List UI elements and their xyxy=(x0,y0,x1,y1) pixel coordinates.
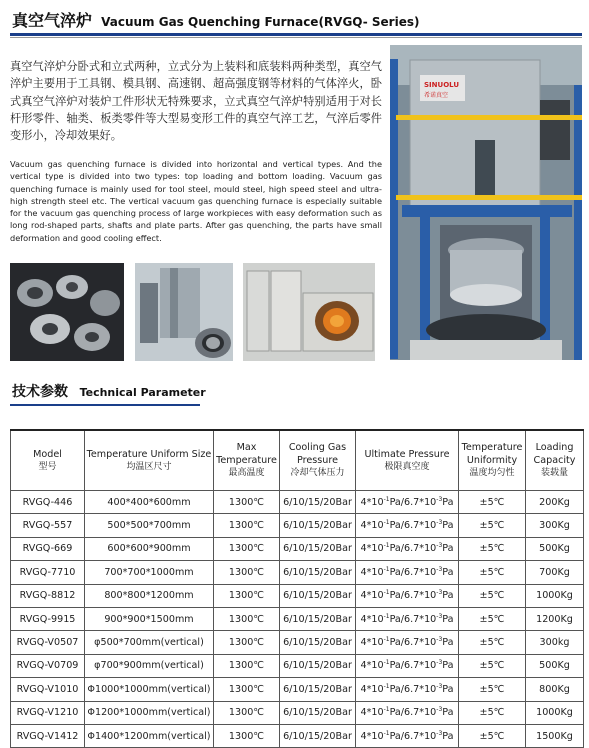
header-size: Temperature Uniform Size 均温区尺寸 xyxy=(85,430,214,491)
quenched-parts-photo xyxy=(10,263,124,361)
cell-size: Φ1200*1000mm(vertical) xyxy=(85,701,214,724)
cell-temp-uniformity: ±5℃ xyxy=(459,491,526,514)
cell-gas-pressure: 6/10/15/20Bar xyxy=(280,514,356,537)
cell-temp-uniformity: ±5℃ xyxy=(459,654,526,677)
table-row xyxy=(11,584,584,607)
cell-loading-capacity: 1000Kg xyxy=(526,584,584,607)
cell-max-temp: 1300℃ xyxy=(214,537,280,560)
horizontal-furnace-photo xyxy=(243,263,375,361)
cell-gas-pressure: 6/10/15/20Bar xyxy=(280,631,356,654)
table-row xyxy=(11,678,584,701)
cell-temp-uniformity: ±5℃ xyxy=(459,514,526,537)
cell-model: RVGQ-446 xyxy=(11,491,85,514)
cell-temp-uniformity: ±5℃ xyxy=(459,561,526,584)
cell-max-temp: 1300℃ xyxy=(214,491,280,514)
cell-size: φ500*700mm(vertical) xyxy=(85,631,214,654)
section-title-en: Technical Parameter xyxy=(79,386,206,399)
cell-loading-capacity: 300Kg xyxy=(526,514,584,537)
cell-loading-capacity: 300kg xyxy=(526,631,584,654)
cell-max-temp: 1300℃ xyxy=(214,678,280,701)
cell-gas-pressure: 6/10/15/20Bar xyxy=(280,654,356,677)
table-row xyxy=(11,631,584,654)
cell-size: φ700*900mm(vertical) xyxy=(85,654,214,677)
table-row xyxy=(11,724,584,747)
table-row xyxy=(11,491,584,514)
brand-logo-cn: 希诺真空 xyxy=(424,92,449,99)
cell-max-temp: 1300℃ xyxy=(214,514,280,537)
cell-max-temp: 1300℃ xyxy=(214,654,280,677)
cell-max-temp: 1300℃ xyxy=(214,584,280,607)
cell-loading-capacity: 200Kg xyxy=(526,491,584,514)
section-divider xyxy=(10,404,200,406)
cell-gas-pressure: 6/10/15/20Bar xyxy=(280,701,356,724)
cell-temp-uniformity: ±5℃ xyxy=(459,631,526,654)
page-title xyxy=(12,8,582,30)
cell-model: RVGQ-557 xyxy=(11,514,85,537)
cell-max-temp: 1300℃ xyxy=(214,701,280,724)
intro-text-cn: 真空气淬炉分卧式和立式两种，立式分为上装料和底装料两种类型，真空气淬炉主要用于工具钢、模具钢、高速钢、超高强度钢等材料的气体淬火，卧式真空气淬炉对装炉工件形状无特殊要求，立式真空气淬炉特别适用于对长杆形零件、轴类、板类零件等大型易变形工件的真空气淬工艺，气淬后零件变形小，冷却效果好。 xyxy=(10,60,382,143)
cell-ultimate-pressure: $4*10^{-1}Pa/6.7*10^{-3}Pa$ xyxy=(356,724,459,747)
technical-parameter-table xyxy=(10,429,584,748)
header-model: Model 型号 xyxy=(11,430,85,491)
cell-model: RVGQ-V1210 xyxy=(11,701,85,724)
table-row xyxy=(11,514,584,537)
cell-ultimate-pressure: $4*10^{-1}Pa/6.7*10^{-3}Pa$ xyxy=(356,514,459,537)
cell-model: RVGQ-V1010 xyxy=(11,678,85,701)
title-cn: 真空气淬炉 xyxy=(12,11,93,30)
cell-model: RVGQ-8812 xyxy=(11,584,85,607)
cell-model: RVGQ-V0507 xyxy=(11,631,85,654)
cell-gas-pressure: 6/10/15/20Bar xyxy=(280,491,356,514)
title-divider xyxy=(10,33,582,36)
table-row xyxy=(11,537,584,560)
cell-max-temp: 1300℃ xyxy=(214,607,280,630)
table-row xyxy=(11,561,584,584)
cell-ultimate-pressure: $4*10^{-1}Pa/6.7*10^{-3}Pa$ xyxy=(356,631,459,654)
cell-temp-uniformity: ±5℃ xyxy=(459,584,526,607)
header-ultimate-pressure: Ultimate Pressure 极限真空度 xyxy=(356,430,459,491)
cell-temp-uniformity: ±5℃ xyxy=(459,678,526,701)
furnace-main-photo xyxy=(390,45,582,360)
cell-size: 400*400*600mm xyxy=(85,491,214,514)
title-en: Vacuum Gas Quenching Furnace(RVGQ- Series) xyxy=(101,15,420,29)
header-loading-capacity: Loading Capacity 装载量 xyxy=(526,430,584,491)
cell-max-temp: 1300℃ xyxy=(214,631,280,654)
table-row xyxy=(11,701,584,724)
intro-text-en: Vacuum gas quenching furnace is divided into horizontal and vertical types. And the vertical type is divided into two types: top loading and bottom loading. Vacuum gas quenching furnace is mainly used for tool steel, mould steel, high speed steel and ultra-high strength steel etc. The vertical vacuum gas quenching furnace is especially suitable for the vacuum gas quenching process of large workpieces with easy deformation such as long rod-shaped parts, shafts and plate parts. After gas quenching, the parts have small deformation and good cooling effect. xyxy=(10,159,382,243)
cell-loading-capacity: 800Kg xyxy=(526,678,584,701)
cell-loading-capacity: 1000Kg xyxy=(526,701,584,724)
cell-gas-pressure: 6/10/15/20Bar xyxy=(280,724,356,747)
cell-gas-pressure: 6/10/15/20Bar xyxy=(280,537,356,560)
cell-ultimate-pressure: $4*10^{-1}Pa/6.7*10^{-3}Pa$ xyxy=(356,701,459,724)
cell-gas-pressure: 6/10/15/20Bar xyxy=(280,678,356,701)
cell-loading-capacity: 1200Kg xyxy=(526,607,584,630)
cell-temp-uniformity: ±5℃ xyxy=(459,537,526,560)
table-body xyxy=(11,491,584,748)
cell-loading-capacity: 700Kg xyxy=(526,561,584,584)
cell-ultimate-pressure: $4*10^{-1}Pa/6.7*10^{-3}Pa$ xyxy=(356,678,459,701)
cell-loading-capacity: 1500Kg xyxy=(526,724,584,747)
table-row xyxy=(11,654,584,677)
cell-loading-capacity: 500Kg xyxy=(526,537,584,560)
header-max-temp: Max Temperature 最高温度 xyxy=(214,430,280,491)
cell-ultimate-pressure: $4*10^{-1}Pa/6.7*10^{-3}Pa$ xyxy=(356,491,459,514)
cell-model: RVGQ-V1412 xyxy=(11,724,85,747)
cell-ultimate-pressure: $4*10^{-1}Pa/6.7*10^{-3}Pa$ xyxy=(356,607,459,630)
table-header-row xyxy=(11,430,584,491)
cell-size: 500*500*700mm xyxy=(85,514,214,537)
cell-size: 700*700*1000mm xyxy=(85,561,214,584)
cell-size: 900*900*1500mm xyxy=(85,607,214,630)
cell-loading-capacity: 500Kg xyxy=(526,654,584,677)
cell-model: RVGQ-669 xyxy=(11,537,85,560)
header-temp-uniformity: Temperature Uniformity 温度均匀性 xyxy=(459,430,526,491)
section-title-cn: 技术参数 xyxy=(12,384,68,400)
cell-gas-pressure: 6/10/15/20Bar xyxy=(280,561,356,584)
cell-temp-uniformity: ±5℃ xyxy=(459,724,526,747)
cell-size: Φ1000*1000mm(vertical) xyxy=(85,678,214,701)
table-row xyxy=(11,607,584,630)
brand-logo: SINUOLU xyxy=(424,81,460,89)
cell-ultimate-pressure: $4*10^{-1}Pa/6.7*10^{-3}Pa$ xyxy=(356,561,459,584)
cell-ultimate-pressure: $4*10^{-1}Pa/6.7*10^{-3}Pa$ xyxy=(356,584,459,607)
cell-size: 800*800*1200mm xyxy=(85,584,214,607)
section-title xyxy=(12,381,206,401)
cell-temp-uniformity: ±5℃ xyxy=(459,701,526,724)
cell-max-temp: 1300℃ xyxy=(214,561,280,584)
cell-model: RVGQ-7710 xyxy=(11,561,85,584)
cell-temp-uniformity: ±5℃ xyxy=(459,607,526,630)
header-gas-pressure: Cooling Gas Pressure 冷却气体压力 xyxy=(280,430,356,491)
cell-size: Φ1400*1200mm(vertical) xyxy=(85,724,214,747)
cell-size: 600*600*900mm xyxy=(85,537,214,560)
cell-ultimate-pressure: $4*10^{-1}Pa/6.7*10^{-3}Pa$ xyxy=(356,654,459,677)
cell-model: RVGQ-9915 xyxy=(11,607,85,630)
cell-model: RVGQ-V0709 xyxy=(11,654,85,677)
vertical-furnace-photo xyxy=(135,263,233,361)
cell-ultimate-pressure: $4*10^{-1}Pa/6.7*10^{-3}Pa$ xyxy=(356,537,459,560)
cell-max-temp: 1300℃ xyxy=(214,724,280,747)
cell-gas-pressure: 6/10/15/20Bar xyxy=(280,607,356,630)
cell-gas-pressure: 6/10/15/20Bar xyxy=(280,584,356,607)
title-divider-thin xyxy=(10,37,582,38)
